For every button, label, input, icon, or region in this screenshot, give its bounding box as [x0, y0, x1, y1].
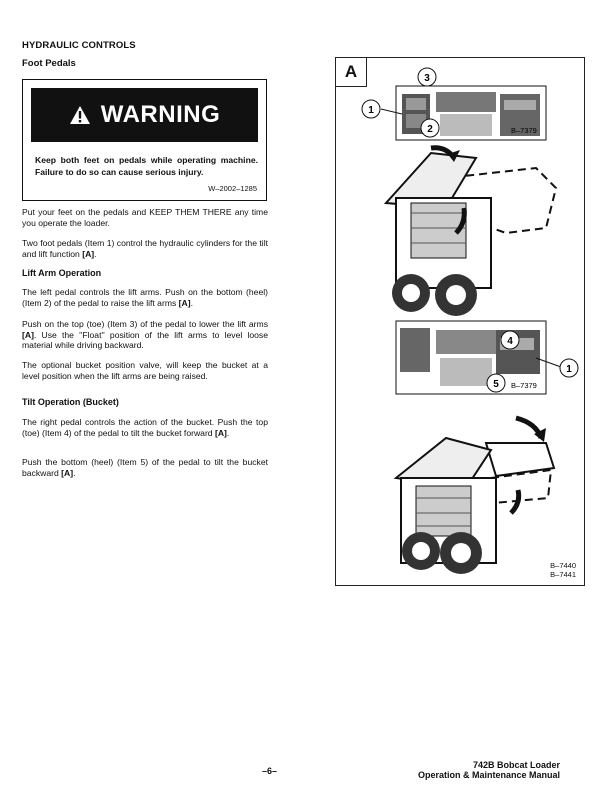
paragraph-pedals-text: Two foot pedals (Item 1) control the hydraulic cylinders for the tilt and lift function	[22, 238, 268, 259]
warning-code: W–2002–1285	[208, 184, 257, 193]
page-number: –6–	[262, 766, 278, 776]
paragraph-lift: The left pedal controls the lift arms. Push on the bottom (heel) (Item 2) of the pedal to raise the lift arms [A].	[22, 287, 268, 308]
loader-illustration-top	[386, 148, 556, 316]
callout-2	[421, 119, 439, 137]
paragraph-tilt: The right pedal controls the action of the bucket. Push the top (toe) (Item 4) of the pedal to tilt the bucket forward [A].	[22, 417, 268, 438]
callout-5	[487, 374, 505, 392]
manual-title	[418, 760, 560, 780]
callout-label: 3	[424, 73, 430, 84]
callout-label: 5	[493, 379, 499, 390]
callout-4	[501, 331, 519, 349]
paragraph-lower-text-2: . Use the ''Float'' position of the lift arms to level loose material while driving backward.	[22, 329, 268, 350]
warning-box	[22, 79, 267, 201]
paragraph-tilt-back-text: Push the bottom (heel) (Item 5) of the pedal to tilt the bucket backward	[22, 457, 268, 478]
paragraph-pedals: Two foot pedals (Item 1) control the hydraulic cylinders for the tilt and lift function [A].	[22, 238, 268, 259]
figure-label: A	[336, 58, 367, 87]
figure-ref: [A]	[61, 467, 74, 478]
paragraph-bucket-valve: The optional bucket position valve, will keep the bucket at a level position when the lift arms are being raised.	[22, 360, 268, 381]
figure-ref: [A]	[82, 248, 95, 259]
paragraph-tilt-text: The right pedal controls the action of the bucket. Push the top (toe) (Item 4) of the pedal to tilt the bucket forward	[22, 417, 268, 438]
warning-band	[31, 88, 258, 142]
inset-code-bottom: B–7379	[511, 381, 537, 390]
figure-codes	[550, 561, 576, 579]
figure-code: B–7440	[550, 561, 576, 570]
figure-ref: [A]	[178, 297, 191, 308]
figure-code: B–7441	[550, 570, 576, 579]
subsection-title: Foot Pedals	[22, 58, 76, 69]
callout-3	[418, 68, 436, 86]
heading-lift-arm: Lift Arm Operation	[22, 268, 102, 278]
manual-title-line1: 742B Bobcat Loader	[472, 760, 560, 770]
figure-illustration	[336, 58, 584, 585]
warning-title-text: WARNING	[100, 101, 221, 128]
section-title: HYDRAULIC CONTROLS	[22, 40, 136, 51]
figure-ref: [A]	[22, 329, 34, 340]
paragraph-lift-text: The left pedal controls the lift arms. Push on the bottom (heel) (Item 2) of the pedal to raise the lift arms	[22, 287, 268, 308]
warning-triangle-icon	[69, 105, 91, 125]
manual-title-line2: Operation & Maintenance Manual	[417, 770, 560, 780]
paragraph-feet: Put your feet on the pedals and KEEP THEM THERE any time you operate the loader.	[22, 207, 268, 228]
warning-title	[31, 88, 258, 142]
figure-panel	[335, 57, 585, 586]
heading-tilt: Tilt Operation (Bucket)	[22, 397, 119, 407]
paragraph-lower-text: Push on the top (toe) (Item 3) of the pedal to lower the lift arms	[22, 319, 268, 329]
inset-code-top: B–7379	[511, 126, 537, 135]
callout-label: 1	[368, 105, 374, 116]
paragraph-tilt-back: Push the bottom (heel) (Item 5) of the pedal to tilt the bucket backward [A].	[22, 457, 268, 478]
loader-illustration-bottom	[396, 418, 554, 574]
callout-label: 1	[566, 364, 572, 375]
figure-ref: [A]	[214, 427, 227, 438]
callout-label: 4	[507, 336, 513, 347]
warning-text: Keep both feet on pedals while operating machine. Failure to do so can cause serious injury.	[35, 155, 258, 177]
paragraph-lower	[22, 319, 268, 351]
callout-label: 2	[427, 124, 433, 135]
